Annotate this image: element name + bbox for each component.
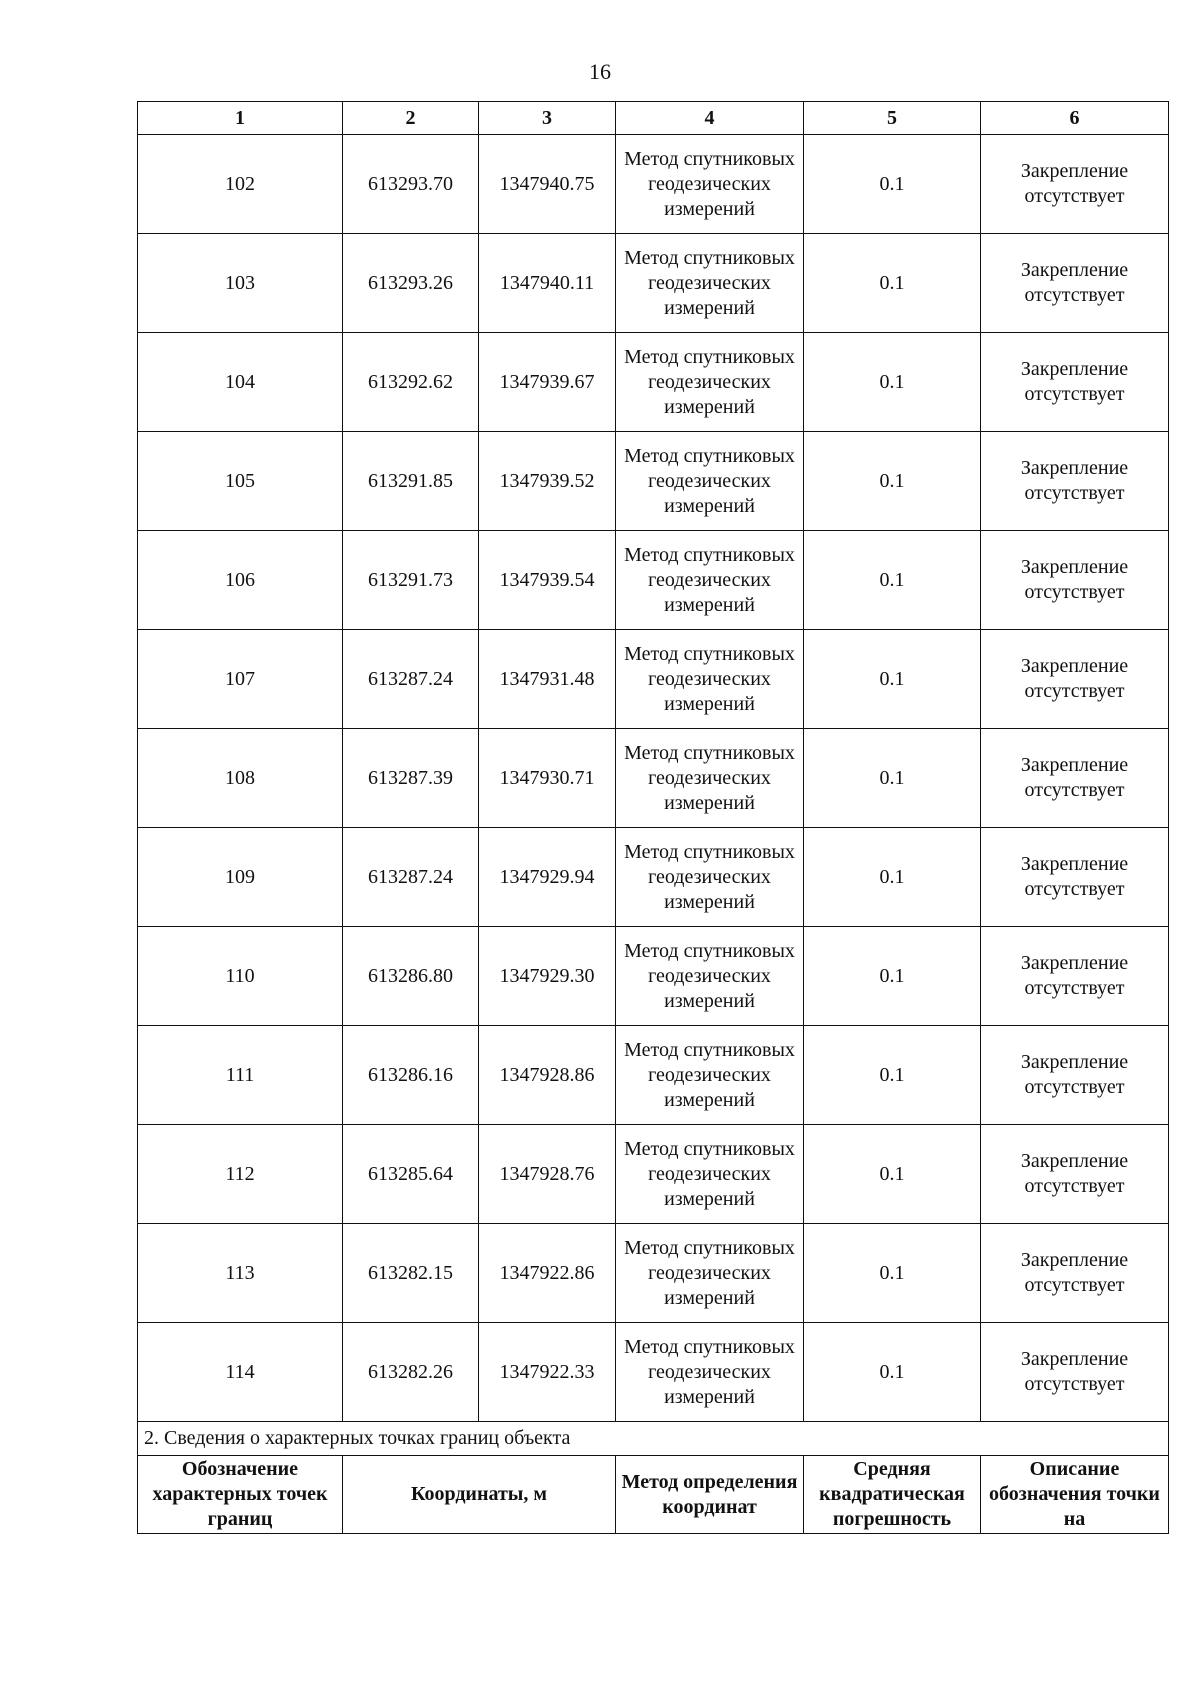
x-coordinate-cell: 613287.24 [343, 630, 479, 729]
error-cell: 0.1 [804, 1224, 981, 1323]
error-cell: 0.1 [804, 828, 981, 927]
table-row [138, 927, 1169, 1026]
method-cell: Метод спутниковых геодезических измерений [616, 135, 804, 234]
column-number: 4 [616, 102, 804, 135]
y-coordinate-cell: 1347939.52 [479, 432, 616, 531]
x-coordinate-cell: 613285.64 [343, 1125, 479, 1224]
column-number: 6 [981, 102, 1169, 135]
header-coordinates: Координаты, м [343, 1456, 616, 1534]
x-coordinate-cell: 613282.15 [343, 1224, 479, 1323]
description-cell: Закрепление отсутствует [981, 333, 1169, 432]
point-cell: 106 [138, 531, 343, 630]
y-coordinate-cell: 1347939.54 [479, 531, 616, 630]
table-row [138, 333, 1169, 432]
method-cell: Метод спутниковых геодезических измерений [616, 828, 804, 927]
x-coordinate-cell: 613291.73 [343, 531, 479, 630]
error-cell: 0.1 [804, 531, 981, 630]
method-cell: Метод спутниковых геодезических измерений [616, 1323, 804, 1422]
x-coordinate-cell: 613287.39 [343, 729, 479, 828]
page-number: 16 [589, 59, 611, 84]
x-coordinate-cell: 613293.26 [343, 234, 479, 333]
description-cell: Закрепление отсутствует [981, 432, 1169, 531]
description-cell: Закрепление отсутствует [981, 1026, 1169, 1125]
method-cell: Метод спутниковых геодезических измерений [616, 1026, 804, 1125]
y-coordinate-cell: 1347928.76 [479, 1125, 616, 1224]
y-coordinate-cell: 1347939.67 [479, 333, 616, 432]
description-cell: Закрепление отсутствует [981, 1125, 1169, 1224]
table-row [138, 828, 1169, 927]
section-header-row [138, 1456, 1169, 1534]
x-coordinate-cell: 613286.16 [343, 1026, 479, 1125]
table-row [138, 135, 1169, 234]
x-coordinate-cell: 613282.26 [343, 1323, 479, 1422]
point-cell: 103 [138, 234, 343, 333]
point-cell: 105 [138, 432, 343, 531]
y-coordinate-cell: 1347940.75 [479, 135, 616, 234]
x-coordinate-cell: 613286.80 [343, 927, 479, 1026]
header-method: Метод определения координат [616, 1456, 804, 1534]
description-cell: Закрепление отсутствует [981, 729, 1169, 828]
table-row [138, 729, 1169, 828]
description-cell: Закрепление отсутствует [981, 135, 1169, 234]
column-number: 2 [343, 102, 479, 135]
error-cell: 0.1 [804, 1125, 981, 1224]
y-coordinate-cell: 1347940.11 [479, 234, 616, 333]
method-cell: Метод спутниковых геодезических измерений [616, 333, 804, 432]
point-cell: 113 [138, 1224, 343, 1323]
error-cell: 0.1 [804, 135, 981, 234]
y-coordinate-cell: 1347929.30 [479, 927, 616, 1026]
coordinates-table [137, 101, 1169, 1534]
point-cell: 108 [138, 729, 343, 828]
column-number-row [138, 102, 1169, 135]
description-cell: Закрепление отсутствует [981, 927, 1169, 1026]
table-row [138, 234, 1169, 333]
y-coordinate-cell: 1347930.71 [479, 729, 616, 828]
point-cell: 107 [138, 630, 343, 729]
table-row [138, 1026, 1169, 1125]
column-number: 5 [804, 102, 981, 135]
error-cell: 0.1 [804, 234, 981, 333]
section-title: 2. Сведения о характерных точках границ объекта [138, 1422, 1169, 1456]
table-row [138, 531, 1169, 630]
method-cell: Метод спутниковых геодезических измерений [616, 630, 804, 729]
header-description: Описание обозначения точки на [981, 1456, 1169, 1534]
method-cell: Метод спутниковых геодезических измерений [616, 234, 804, 333]
method-cell: Метод спутниковых геодезических измерений [616, 729, 804, 828]
x-coordinate-cell: 613293.70 [343, 135, 479, 234]
y-coordinate-cell: 1347922.33 [479, 1323, 616, 1422]
description-cell: Закрепление отсутствует [981, 828, 1169, 927]
description-cell: Закрепление отсутствует [981, 531, 1169, 630]
description-cell: Закрепление отсутствует [981, 234, 1169, 333]
point-cell: 114 [138, 1323, 343, 1422]
point-cell: 109 [138, 828, 343, 927]
table-row [138, 1125, 1169, 1224]
column-number: 1 [138, 102, 343, 135]
table-row [138, 1224, 1169, 1323]
error-cell: 0.1 [804, 1026, 981, 1125]
method-cell: Метод спутниковых геодезических измерений [616, 531, 804, 630]
point-cell: 104 [138, 333, 343, 432]
table-row [138, 630, 1169, 729]
description-cell: Закрепление отсутствует [981, 1323, 1169, 1422]
header-error: Средняя квадратическая погрешность [804, 1456, 981, 1534]
y-coordinate-cell: 1347931.48 [479, 630, 616, 729]
description-cell: Закрепление отсутствует [981, 1224, 1169, 1323]
error-cell: 0.1 [804, 630, 981, 729]
error-cell: 0.1 [804, 333, 981, 432]
y-coordinate-cell: 1347922.86 [479, 1224, 616, 1323]
method-cell: Метод спутниковых геодезических измерений [616, 1224, 804, 1323]
x-coordinate-cell: 613287.24 [343, 828, 479, 927]
point-cell: 112 [138, 1125, 343, 1224]
column-number: 3 [479, 102, 616, 135]
table-row [138, 432, 1169, 531]
point-cell: 110 [138, 927, 343, 1026]
method-cell: Метод спутниковых геодезических измерений [616, 1125, 804, 1224]
method-cell: Метод спутниковых геодезических измерений [616, 927, 804, 1026]
error-cell: 0.1 [804, 927, 981, 1026]
error-cell: 0.1 [804, 1323, 981, 1422]
x-coordinate-cell: 613292.62 [343, 333, 479, 432]
error-cell: 0.1 [804, 729, 981, 828]
method-cell: Метод спутниковых геодезических измерений [616, 432, 804, 531]
y-coordinate-cell: 1347929.94 [479, 828, 616, 927]
error-cell: 0.1 [804, 432, 981, 531]
table-row [138, 1323, 1169, 1422]
description-cell: Закрепление отсутствует [981, 630, 1169, 729]
point-cell: 102 [138, 135, 343, 234]
y-coordinate-cell: 1347928.86 [479, 1026, 616, 1125]
section-title-row [138, 1422, 1169, 1456]
point-cell: 111 [138, 1026, 343, 1125]
header-point-designation: Обозначение характерных точек границ [138, 1456, 343, 1534]
x-coordinate-cell: 613291.85 [343, 432, 479, 531]
